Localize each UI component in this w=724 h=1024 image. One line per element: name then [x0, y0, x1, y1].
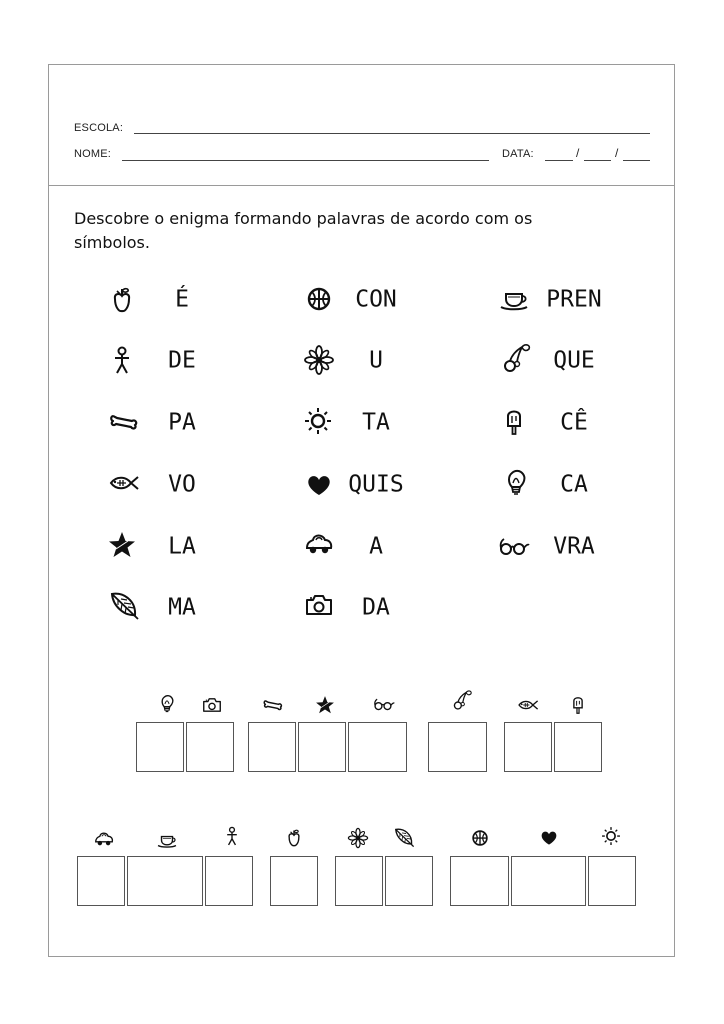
answer-box[interactable]	[298, 722, 346, 772]
name-field[interactable]	[122, 160, 489, 161]
legend-syllable: TA	[362, 409, 390, 436]
header-divider	[48, 185, 675, 186]
answer-box[interactable]	[186, 722, 234, 772]
legend-syllable: MA	[168, 594, 196, 621]
lightbulb-icon	[500, 467, 532, 499]
date-label: DATA:	[502, 148, 534, 160]
worksheet-frame	[48, 64, 675, 957]
star-icon	[106, 529, 138, 561]
date-separator-2: /	[615, 146, 619, 160]
answer-box[interactable]	[270, 856, 318, 906]
date-year-field[interactable]	[623, 160, 650, 161]
teacup-icon	[498, 283, 530, 315]
star-icon	[314, 694, 336, 716]
cherries-icon	[500, 342, 532, 374]
legend-syllable: DE	[168, 347, 196, 374]
car-icon	[93, 828, 115, 850]
date-day-field[interactable]	[545, 160, 573, 161]
legend-syllable: VO	[168, 471, 196, 498]
legend-syllable: CA	[560, 471, 588, 498]
basketball-icon	[469, 827, 491, 849]
fish-icon	[517, 694, 539, 716]
leaf-icon	[108, 589, 140, 621]
answer-box[interactable]	[554, 722, 602, 772]
legend-syllable: LA	[168, 533, 196, 560]
answer-box[interactable]	[450, 856, 509, 906]
answer-box[interactable]	[348, 722, 407, 772]
glasses-icon	[373, 693, 395, 715]
stick-figure-icon	[106, 344, 138, 376]
legend-syllable: QUIS	[348, 471, 404, 498]
answer-box[interactable]	[77, 856, 125, 906]
apple-icon	[283, 827, 305, 849]
name-label: NOME:	[74, 148, 112, 160]
school-label: ESCOLA:	[74, 122, 124, 134]
camera-icon	[201, 694, 223, 716]
flower-icon	[347, 827, 369, 849]
popsicle-icon	[567, 694, 589, 716]
camera-icon	[303, 589, 335, 621]
answer-box[interactable]	[588, 856, 636, 906]
answer-box[interactable]	[248, 722, 296, 772]
flower-icon	[303, 344, 335, 376]
basketball-icon	[303, 283, 335, 315]
legend-syllable: PA	[168, 409, 196, 436]
legend-syllable: QUE	[553, 347, 595, 374]
legend-syllable: VRA	[553, 533, 595, 560]
leaf-icon	[393, 826, 415, 848]
answer-box[interactable]	[335, 856, 383, 906]
heart-icon	[538, 826, 560, 848]
legend-syllable: É	[175, 286, 189, 313]
sun-icon	[302, 405, 334, 437]
instruction-text: Descobre o enigma formando palavras de acordo com os símbolos.	[74, 209, 533, 252]
legend-syllable: DA	[362, 594, 390, 621]
fish-icon	[108, 467, 140, 499]
legend-syllable: U	[369, 347, 383, 374]
legend-syllable: CON	[355, 286, 397, 313]
date-separator-1: /	[576, 146, 580, 160]
answer-box[interactable]	[385, 856, 433, 906]
teacup-icon	[156, 829, 178, 851]
answer-box[interactable]	[504, 722, 552, 772]
apple-icon	[106, 284, 138, 316]
school-field[interactable]	[134, 133, 650, 134]
bone-icon	[108, 406, 140, 438]
cherries-icon	[451, 689, 473, 711]
legend-syllable: PREN	[546, 286, 602, 313]
legend-syllable: A	[369, 533, 383, 560]
legend-syllable: CÊ	[560, 409, 588, 436]
date-month-field[interactable]	[584, 160, 611, 161]
answer-box[interactable]	[205, 856, 253, 906]
stick-figure-icon	[221, 825, 243, 847]
glasses-icon	[498, 530, 530, 562]
heart-icon	[303, 468, 335, 500]
answer-box[interactable]	[136, 722, 184, 772]
answer-box[interactable]	[428, 722, 487, 772]
sun-icon	[600, 825, 622, 847]
car-icon	[303, 528, 335, 560]
answer-box[interactable]	[511, 856, 586, 906]
lightbulb-icon	[156, 693, 178, 715]
answer-box[interactable]	[127, 856, 203, 906]
popsicle-icon	[498, 406, 530, 438]
bone-icon	[262, 694, 284, 716]
